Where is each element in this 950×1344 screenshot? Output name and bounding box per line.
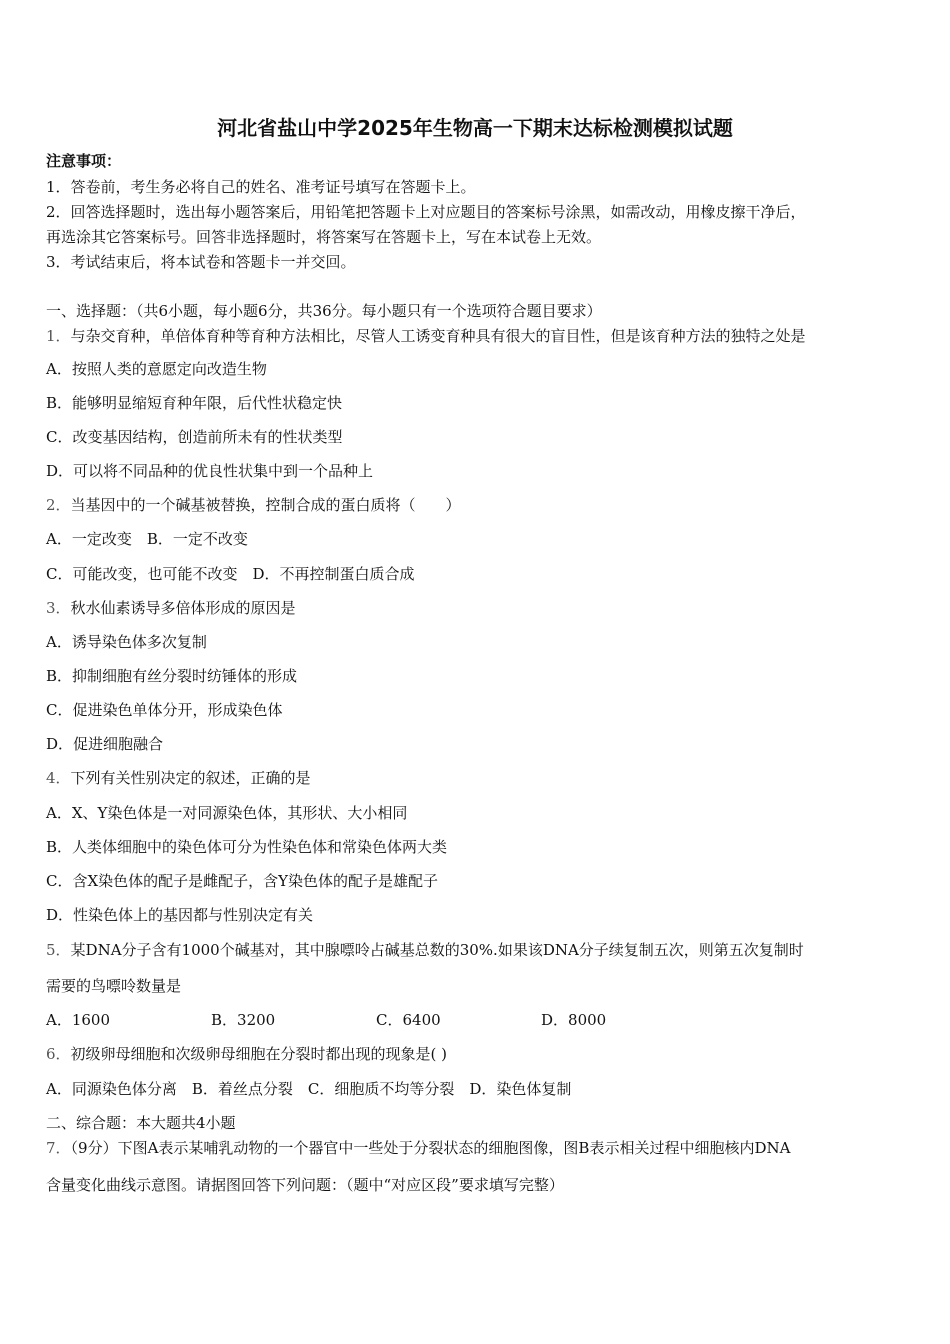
question-1 (46, 326, 806, 346)
option-3c: C．促进染色单体分开，形成染色体 (46, 701, 283, 719)
option-4d: D．性染色体上的基因都与性别决定有关 (46, 906, 314, 924)
question-number: 1． (46, 327, 71, 345)
option-5c: C．6400 (376, 1011, 441, 1029)
question-5-continued: 需要的鸟嘌呤数量是 (46, 977, 182, 995)
question-7-continued: 含量变化曲线示意图。请据图回答下列问题：（题中“对应区段”要求填写完整） (46, 1176, 564, 1194)
option-6b: B．着丝点分裂 (191, 1080, 293, 1098)
question-stem: 初级卵母细胞和次级卵母细胞在分裂时都出现的现象是( ) (70, 1045, 448, 1063)
option-5a: A．1600 (46, 1011, 111, 1029)
option-4c: C．含X染色体的配子是雌配子，含Y染色体的配子是雄配子 (46, 872, 439, 890)
option-2d: D．不再控制蛋白质合成 (252, 565, 415, 583)
option-1c: C．改变基因结构，创造前所未有的性状类型 (46, 428, 343, 446)
section-2-heading: 二、综合题：本大题共4小题 (46, 1114, 236, 1132)
notice-item-2: 2．回答选择题时，选出每小题答案后，用铅笔把答题卡上对应题目的答案标号涂黑，如需改动，用橡皮擦干净后， (46, 203, 806, 221)
question-number: 7． (46, 1139, 71, 1157)
option-3d: D．促进细胞融合 (46, 735, 164, 753)
question-5 (46, 940, 804, 960)
question-number: 5． (46, 941, 71, 959)
question-stem: 下列有关性别决定的叙述，正确的是 (70, 769, 311, 787)
page-title: 河北省盐山中学2025年生物高一下期末达标检测模拟试题 (217, 116, 733, 140)
options-2-row-2 (46, 564, 415, 584)
question-4 (46, 768, 311, 788)
option-3a: A．诱导染色体多次复制 (46, 633, 207, 651)
question-7 (46, 1138, 790, 1158)
question-number: 6． (46, 1045, 71, 1063)
option-2b: B．一定不改变 (146, 530, 248, 548)
options-6-row (46, 1079, 571, 1099)
option-2a: A．一定改变 (46, 530, 132, 548)
question-number: 4． (46, 769, 71, 787)
option-1d: D．可以将不同品种的优良性状集中到一个品种上 (46, 462, 374, 480)
section-1-heading: 一、选择题：（共6小题，每小题6分，共36分。每小题只有一个选项符合题目要求） (46, 302, 602, 320)
option-4a: A．X、Y染色体是一对同源染色体，其形状、大小相同 (46, 804, 408, 822)
option-6a: A．同源染色体分离 (46, 1080, 177, 1098)
question-number: 2． (46, 496, 71, 514)
question-3 (46, 598, 296, 618)
question-number: 3． (46, 599, 71, 617)
question-stem: （9分）下图A表示某哺乳动物的一个器官中一些处于分裂状态的细胞图像，图B表示相关过程中细胞核内DNA (70, 1139, 791, 1157)
notice-item-2-continued: 再选涂其它答案标号。回答非选择题时，将答案写在答题卡上，写在本试卷上无效。 (46, 228, 602, 246)
notice-item-3: 3．考试结束后，将本试卷和答题卡一并交回。 (46, 253, 356, 271)
option-1a: A．按照人类的意愿定向改造生物 (46, 360, 267, 378)
option-2c: C．可能改变，也可能不改变 (46, 565, 238, 583)
options-2-row-1 (46, 529, 248, 549)
notice-heading: 注意事项： (46, 152, 122, 170)
option-5b: B．3200 (211, 1011, 276, 1029)
question-6 (46, 1044, 447, 1064)
option-6c: C．细胞质不均等分裂 (307, 1080, 455, 1098)
question-stem: 当基因中的一个碱基被替换，控制合成的蛋白质将（ ） (70, 496, 461, 514)
notice-item-1: 1．答卷前，考生务必将自己的姓名、准考证号填写在答题卡上。 (46, 178, 476, 196)
option-5d: D．8000 (541, 1011, 607, 1029)
option-6d: D．染色体复制 (469, 1080, 572, 1098)
question-2 (46, 495, 461, 515)
option-1b: B．能够明显缩短育种年限，后代性状稳定快 (46, 394, 343, 412)
question-stem: 与杂交育种，单倍体育种等育种方法相比，尽管人工诱变育种具有很大的盲目性，但是该育种方法的独特之处是 (70, 327, 806, 345)
option-3b: B．抑制细胞有丝分裂时纺锤体的形成 (46, 667, 298, 685)
options-5-row (46, 1010, 606, 1030)
question-stem: 秋水仙素诱导多倍体形成的原因是 (70, 599, 296, 617)
question-stem: 某DNA分子含有1000个碱基对，其中腺嘌呤占碱基总数的30%.如果该DNA分子续复制五次，则第五次复制时 (70, 941, 804, 959)
option-4b: B．人类体细胞中的染色体可分为性染色体和常染色体两大类 (46, 838, 448, 856)
